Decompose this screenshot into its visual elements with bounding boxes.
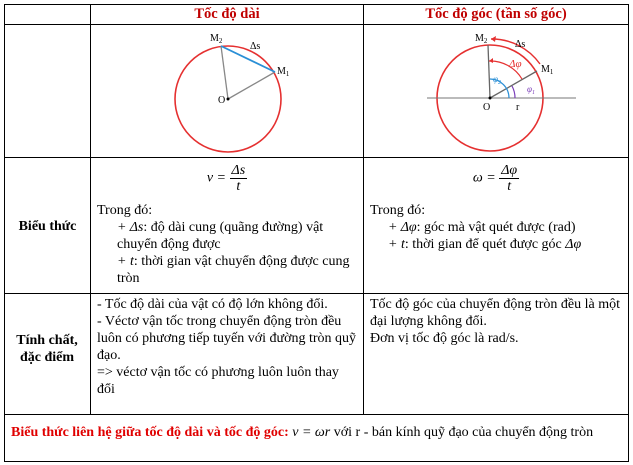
border-props xyxy=(4,414,629,415)
footer-formula: v = ωr xyxy=(292,425,331,440)
label-delta-phi: Δφ xyxy=(509,58,522,70)
linear-speed-properties: - Tốc độ dài của vật có độ lớn không đổi. - Véctơ vận tốc trong chuyển động tròn đều luôn có phương tiếp tuyến với đường tròn quỹ đạo. => véctơ vận tốc có phương luôn luôn thay đổi xyxy=(97,297,357,397)
border-top xyxy=(4,4,629,5)
label-m2: $M_2$ xyxy=(475,33,488,45)
radius-om2 xyxy=(488,45,490,98)
footer-note: với r - bán kính quỹ đạo của chuyển động tròn xyxy=(333,425,594,440)
linear-speed-formula: v = $\frac{\Delta s}{t}$ xyxy=(206,163,246,194)
center-dot xyxy=(227,98,230,101)
row-label-formula: Biểu thức xyxy=(18,219,77,234)
angular-speed-properties: Tốc độ góc của chuyển động tròn đều là một đại lượng không đổi. Đơn vị tốc độ góc là rad/s. xyxy=(370,297,620,346)
linear-speed-where: Trong đó: + Δs: độ dài cung (quãng đường) vật chuyển động được + t: thời gian vật chuyển động được cung tròn xyxy=(97,203,350,286)
label-center: O xyxy=(218,95,226,106)
label-m1: $M_1$ xyxy=(277,66,290,78)
arrow-delta-s xyxy=(491,36,496,42)
label-delta-s: Δs xyxy=(250,41,261,52)
label-m1: $M_1$ xyxy=(541,64,554,76)
label-phi1: $\varphi_1$ xyxy=(527,84,535,96)
border-col1 xyxy=(90,4,91,414)
angular-speed-diagram xyxy=(423,27,583,155)
linear-speed-diagram xyxy=(160,27,310,155)
header-linear-speed: Tốc độ dài xyxy=(194,6,260,22)
center-dot xyxy=(489,97,492,100)
border-col2 xyxy=(363,4,364,414)
border-formula xyxy=(4,293,629,294)
border-bottom xyxy=(4,461,629,462)
label-delta-s: Δs xyxy=(515,39,526,50)
radius-om2 xyxy=(221,46,228,99)
arc-phi1 xyxy=(512,86,515,98)
border-header xyxy=(4,24,629,25)
label-center: O xyxy=(483,102,491,113)
footer-relation xyxy=(11,424,623,441)
header-angular-speed: Tốc độ góc (tần số góc) xyxy=(425,6,567,22)
border-diagram xyxy=(4,157,629,158)
label-phi2: $\varphi_2$ xyxy=(493,74,501,86)
angular-speed-formula: ω = $\frac{\Delta\varphi}{t}$ xyxy=(472,163,518,194)
row-label-properties: Tính chất, đặc điểm xyxy=(16,333,78,365)
angular-speed-where: Trong đó: + Δφ: góc mà vật quét được (rad) + t: thời gian để quét được góc Δφ xyxy=(370,203,582,252)
label-m2: $M_2$ xyxy=(210,33,223,45)
label-radius: r xyxy=(516,102,520,113)
radius-om1 xyxy=(228,72,275,99)
footer-heading: Biểu thức liên hệ giữa tốc độ dài và tốc độ góc: xyxy=(11,425,289,440)
border-right xyxy=(628,4,629,461)
